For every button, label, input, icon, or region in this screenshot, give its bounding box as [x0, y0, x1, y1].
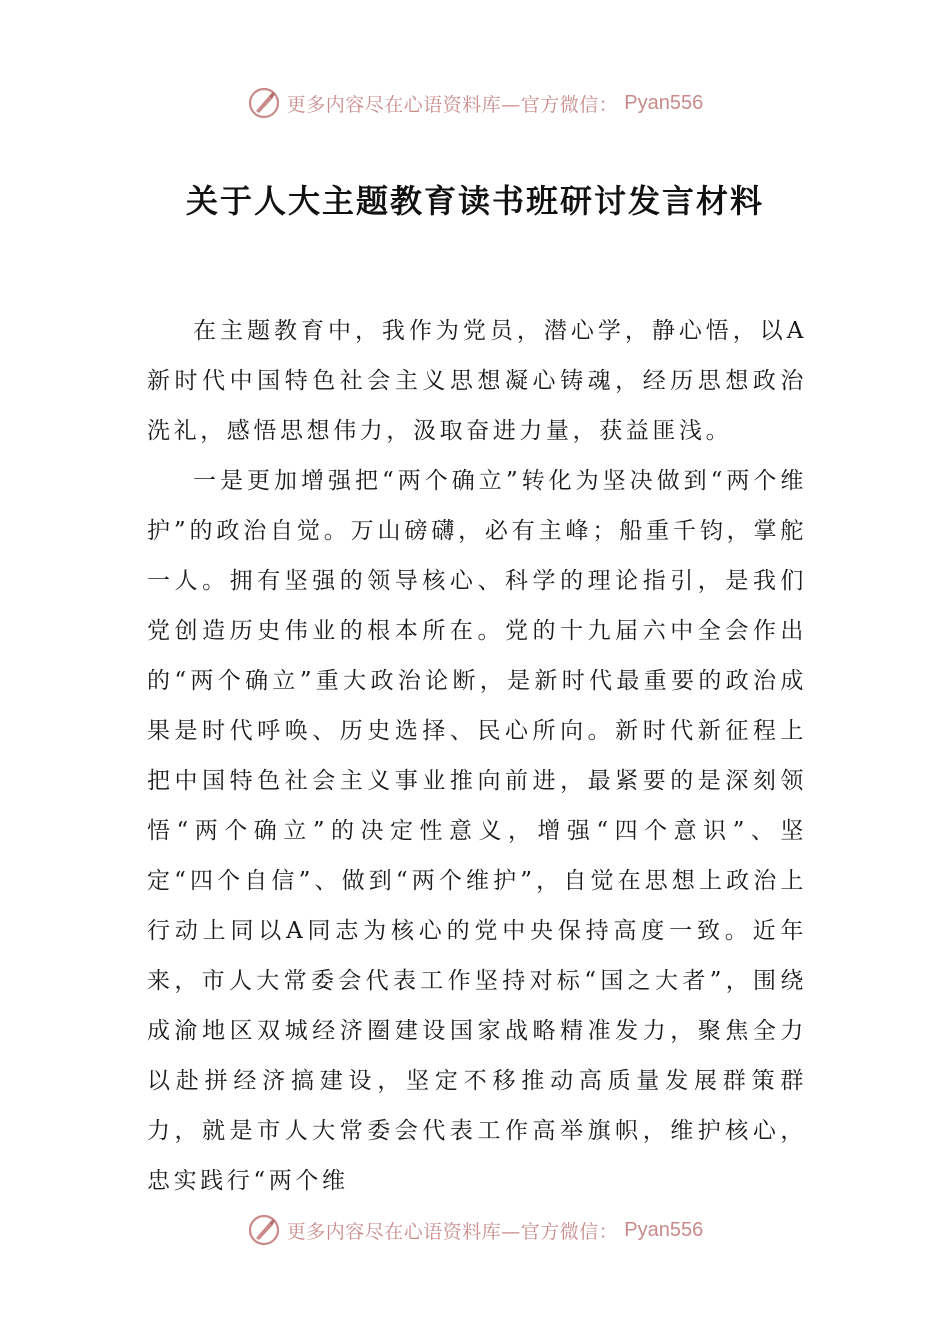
document-title: 关于人大主题教育读书班研讨发言材料 [185, 182, 764, 220]
watermark-text: 更多内容尽在心语资料库—官方微信： [286, 1220, 619, 1243]
paragraph-point-one: 一是更加增强把“两个确立”转化为坚决做到“两个维护”的政治自觉。万山磅礴，必有主峰；船重千钧，掌舵一人。拥有坚强的领导核心、科学的理论指引，是我们党创造历史伟业的根本所在。党的十九届六中全会作出的“两个确立”重大政治论断，是新时代最重要的政治成果是时代呼唤、历史选择、民心所向。新时代新征程上把中国特色社会主义事业推向前进，最紧要的是深刻领悟“两个确立”的决定性意义，增强“四个意识”、坚定“四个自信”、做到“两个维护”，自觉在思想上政治上行动上同以A同志为核心的党中央保持高度一致。近年来，市人大常委会代表工作坚持对标“国之大者”，围绕成渝地区双城经济圈建设国家战略精准发力，聚焦全力以赴拼经济搞建设，坚定不移推动高质量发展群策群力，就是市人大常委会代表工作高举旗帜，维护核心，忠实践行“两个维 [147, 468, 807, 1194]
pen-logo-icon [247, 86, 281, 120]
paragraph-intro: 在主题教育中，我作为党员，潜心学，静心悟，以A新时代中国特色社会主义思想凝心铸魂，经历思想政治洗礼，感悟思想伟力，汲取奋进力量，获益匪浅。 [147, 318, 807, 444]
header-watermark [0, 83, 950, 123]
watermark-text: 更多内容尽在心语资料库—官方微信： [286, 93, 619, 116]
document-body [147, 306, 807, 1206]
pen-logo-icon [247, 1213, 281, 1247]
watermark-wechat-id: Pyan556 [624, 91, 704, 114]
footer-watermark [0, 1210, 950, 1250]
watermark-wechat-id: Pyan556 [624, 1218, 704, 1241]
